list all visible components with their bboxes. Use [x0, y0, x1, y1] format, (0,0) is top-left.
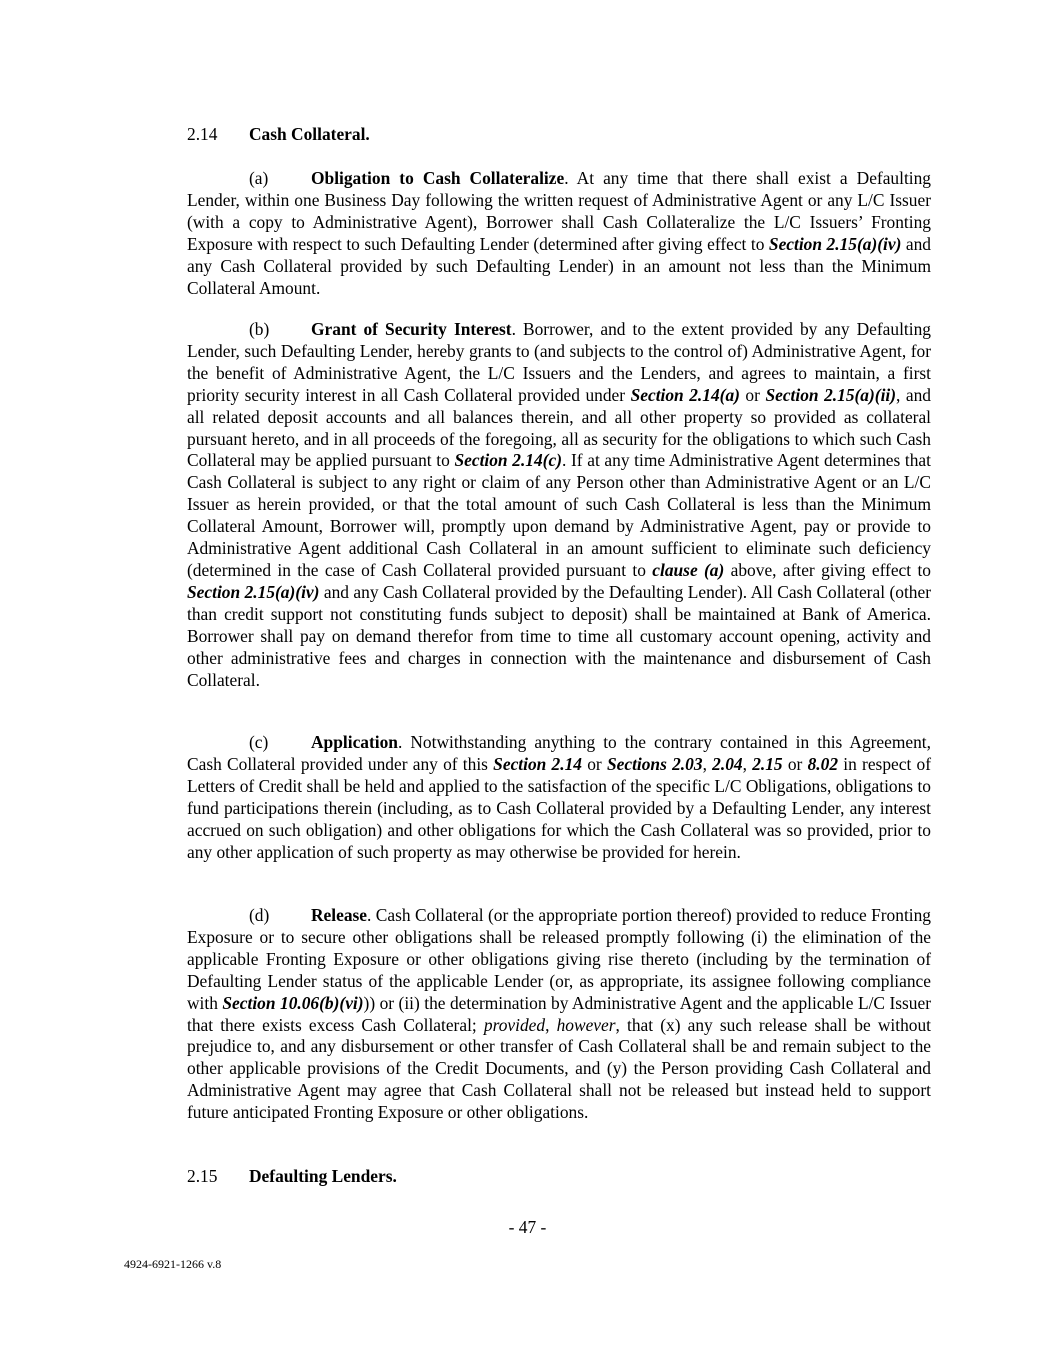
section-reference: Section 2.14	[493, 753, 582, 774]
section-2-14-heading	[187, 124, 370, 146]
section-reference: 2.15	[752, 753, 783, 774]
paragraph-heading: Release	[311, 905, 368, 925]
section-reference: 2.04	[712, 753, 743, 774]
emphasis-text: provided	[483, 1014, 546, 1035]
section-reference: Section 2.15(a)(iv)	[768, 233, 902, 254]
emphasis-text: however	[556, 1014, 616, 1035]
section-number: 2.14	[187, 124, 218, 144]
paragraph-heading: Grant of Security Interest	[311, 319, 512, 339]
section-title: Defaulting Lenders.	[249, 1166, 397, 1186]
paragraph-label: (b)	[249, 319, 270, 339]
paragraph-c: (c) Application. Notwithstanding anything to the contrary contained in this Agreement, Cash Collateral provided under any of this Section 2.14 or Sections 2.03, 2.04, 2.15 or 8.02 in respect of Letters of Credit shall be held and applied to the satisfaction of the specific L/C Obligations, obligations to fund participations therein (including, as to Cash Collateral provided by a Defaulting Lender, any interest accrued on such obligation) and other obligations for which the Cash Collateral was so provided, prior to any other application of such property as may otherwise be provided for herein.	[187, 732, 932, 862]
clause-reference: clause (a)	[652, 559, 725, 580]
paragraph-heading: Obligation to Cash Collateralize	[311, 168, 565, 188]
paragraph-heading: Application	[311, 732, 398, 752]
paragraph-a: (a) Obligation to Cash Collateralize. At any time that there shall exist a Defaulting Lender, within one Business Day following the written request of Administrative Agent or any L/C Issuer (with a copy to Administrative Agent), Borrower shall Cash Collateralize the L/C Issuers’ Fronting Exposure with respect to such Defaulting Lender (determined after giving effect to Section 2.15(a)(iv) and any Cash Collateral provided by such Defaulting Lender) in an amount not less than the Minimum Collateral Amount.	[187, 168, 931, 298]
section-reference: 8.02	[807, 753, 839, 774]
section-reference: Section 2.14(a)	[630, 384, 740, 405]
paragraph-label: (d)	[249, 905, 270, 925]
page-number: - 47 -	[508, 1217, 547, 1237]
paragraph-label: (c)	[249, 732, 269, 752]
paragraph-b: (b) Grant of Security Interest. Borrower, and to the extent provided by any Defaulting Lender, such Defaulting Lender, hereby grants to (and subjects to the control of) Administrative Agent, for the benefit of Administrative Agent, the L/C Issuers and the Lenders, and agrees to maintain, a first priority security interest in all Cash Collateral provided under Section 2.14(a) or Section 2.15(a)(ii), and all related deposit accounts and all balances therein, and all other property so provided as collateral pursuant hereto, and in all proceeds of the foregoing, all as security for the obligations to which such Cash Collateral may be applied pursuant to Section 2.14(c). If at any time Administrative Agent determines that Cash Collateral is subject to any right or claim of any Person other than Administrative Agent or an L/C Issuer as herein provided, or that the total amount of such Cash Collateral is less than the Minimum Collateral Amount, Borrower will, promptly upon demand by Administrative Agent, pay or provide to Administrative Agent additional Cash Collateral in an amount sufficient to eliminate such deficiency (determined in the case of Cash Collateral provided pursuant to clause (a) above, after giving effect to Section 2.15(a)(iv) and any Cash Collateral provided by the Defaulting Lender). All Cash Collateral (other than credit support not constituting funds subject to deposit) shall be maintained at Bank of America. Borrower shall pay on demand therefor from time to time all customary account opening, activity and other administrative fees and charges in connection with the maintenance and disbursement of Cash Collateral.	[187, 319, 932, 690]
paragraph-d: (d) Release. Cash Collateral (or the appropriate portion thereof) provided to reduce Fronting Exposure or to secure other obligations shall be released promptly following (i) the elimination of the applicable Fronting Exposure or other obligations giving rise thereto (including by the termination of Defaulting Lender status of the applicable Lender (or, as appropriate, its assignee following compliance with Section 10.06(b)(vi))) or (ii) the determination by Administrative Agent and the applicable L/C Issuer that there exists excess Cash Collateral; provided, however, that (x) any such release shall be without prejudice to, and any disbursement or other transfer of Cash Collateral shall be and remain subject to the other applicable provisions of the Credit Documents, and (y) the Person providing Cash Collateral and Administrative Agent may agree that Cash Collateral shall not be released but instead held to support future anticipated Fronting Exposure or other obligations.	[187, 905, 932, 1123]
paragraph-label: (a)	[249, 168, 269, 188]
section-reference: Section 2.15(a)(ii)	[765, 384, 897, 405]
document-id: 4924-6921-1266 v.8	[124, 1257, 222, 1271]
section-reference: Section 2.14(c)	[454, 450, 562, 471]
section-number: 2.15	[187, 1166, 218, 1186]
section-title: Cash Collateral.	[249, 124, 370, 144]
section-reference: Section 2.15(a)(iv)	[187, 581, 320, 602]
section-reference: Section 10.06(b)(vi)	[222, 992, 364, 1013]
section-2-15-heading	[187, 1166, 397, 1188]
section-reference: Sections 2.03	[606, 753, 703, 774]
